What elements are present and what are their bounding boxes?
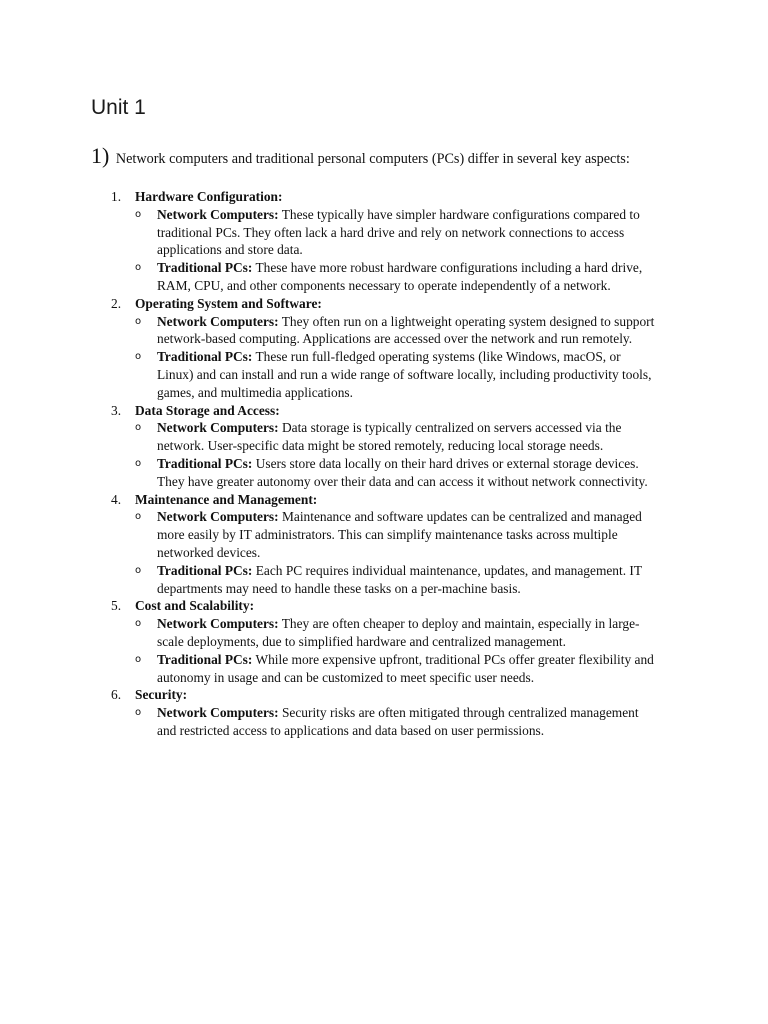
sub-item-label: Traditional PCs:: [157, 260, 253, 276]
hollow-bullet-icon: o: [135, 653, 142, 665]
hollow-bullet-icon: o: [135, 564, 142, 576]
sub-list-item: [111, 259, 657, 295]
question-number: 1): [91, 143, 110, 168]
sub-list-item: [111, 651, 657, 687]
list-item-title: Operating System and Software:: [135, 295, 322, 311]
sub-item-label: Network Computers:: [157, 206, 279, 222]
sub-list-item: [111, 313, 657, 349]
list-item-title: Cost and Scalability:: [135, 598, 255, 614]
sub-list: [111, 704, 691, 740]
sub-item-text: Maintenance and software updates can be centralized and managed more easily by IT administrators. This can simplify maintenance tasks across multiple networked devices.: [157, 509, 642, 560]
list-item-number: 3.: [111, 402, 122, 418]
list-item: [111, 597, 691, 615]
list-item: [111, 402, 691, 420]
sub-item-text: While more expensive upfront, traditional PCs offer greater flexibility and autonomy in usage and can be customized to meet specific user needs.: [157, 651, 654, 685]
sub-list-item: [111, 704, 657, 740]
question-intro: [91, 144, 711, 171]
sub-list: [111, 313, 691, 402]
hollow-bullet-icon: o: [135, 511, 142, 523]
sub-item-label: Network Computers:: [157, 616, 279, 632]
list-item: [111, 188, 691, 206]
list-item-number: 6.: [111, 687, 122, 703]
sub-item-label: Network Computers:: [157, 420, 279, 436]
sub-item-text: They often run on a lightweight operating system designed to support network-based computing. Applications are accessed over the network and run remotely.: [157, 313, 655, 347]
sub-item-text: These have more robust hardware configurations including a hard drive, RAM, CPU, and other components necessary to operate independently of a network.: [157, 260, 643, 293]
hollow-bullet-icon: o: [135, 618, 142, 630]
sub-list: [111, 206, 691, 295]
sub-list-item: [111, 562, 657, 598]
sub-item-label: Traditional PCs:: [157, 455, 253, 471]
sub-item-text: They are often cheaper to deploy and maintain, especially in large-scale deployments, due to simplified hardware and centralized management.: [157, 616, 640, 649]
sub-item-text: Security risks are often mitigated through centralized management and restricted access to applications and data based on user permissions.: [157, 705, 639, 738]
hollow-bullet-icon: o: [135, 707, 142, 719]
sub-list: [111, 419, 691, 490]
hollow-bullet-icon: o: [135, 208, 142, 220]
sub-list-item: [111, 455, 657, 491]
question-intro-text: Network computers and traditional personal computers (PCs) differ in several key aspects:: [115, 151, 630, 167]
sub-list-item: [111, 615, 657, 651]
sub-item-label: Traditional PCs:: [157, 349, 253, 365]
list-item: [111, 491, 691, 509]
sub-item-text: These typically have simpler hardware configurations compared to traditional PCs. They often lack a hard drive and rely on network connections to access applications and store data.: [157, 206, 640, 258]
list-item-number: 2.: [111, 295, 122, 311]
sub-item-text: Data storage is typically centralized on servers accessed via the network. User-specific data might be stored remotely, reducing local storage needs.: [157, 420, 622, 454]
sub-item-text: Each PC requires individual maintenance, updates, and management. IT departments may need to handle these tasks on a per-machine basis.: [157, 562, 642, 596]
sub-item-label: Network Computers:: [157, 509, 279, 525]
hollow-bullet-icon: o: [135, 351, 142, 363]
numbered-list: [111, 188, 691, 740]
hollow-bullet-icon: o: [135, 457, 142, 469]
sub-list-item: [111, 206, 657, 259]
sub-list: [111, 615, 691, 686]
hollow-bullet-icon: o: [135, 422, 142, 434]
hollow-bullet-icon: o: [135, 262, 142, 274]
sub-item-label: Network Computers:: [157, 705, 279, 721]
sub-list: [111, 508, 691, 597]
sub-list-item: [111, 508, 657, 561]
sub-list-item: [111, 419, 657, 455]
list-item-number: 5.: [111, 598, 122, 614]
sub-item-text: These run full-fledged operating systems (like Windows, macOS, or Linux) and can install and run a wide range of software locally, including productivity tools, games, and multimedia applications.: [157, 349, 652, 400]
list-item: [111, 686, 691, 704]
sub-item-label: Traditional PCs:: [157, 562, 253, 578]
sub-item-label: Network Computers:: [157, 313, 279, 329]
list-item-number: 1.: [111, 189, 122, 204]
list-item-title: Hardware Configuration:: [135, 189, 283, 204]
list-item-number: 4.: [111, 491, 122, 507]
hollow-bullet-icon: o: [135, 315, 142, 327]
sub-item-text: Users store data locally on their hard drives or external storage devices. They have greater autonomy over their data and can access it without network connectivity.: [157, 455, 648, 489]
list-item-title: Data Storage and Access:: [135, 402, 280, 418]
unit-heading: Unit 1: [91, 96, 146, 119]
sub-item-label: Traditional PCs:: [157, 651, 253, 667]
list-item-title: Maintenance and Management:: [135, 491, 318, 507]
sub-list-item: [111, 348, 657, 401]
list-item: [111, 295, 691, 313]
list-item-title: Security:: [135, 687, 188, 703]
